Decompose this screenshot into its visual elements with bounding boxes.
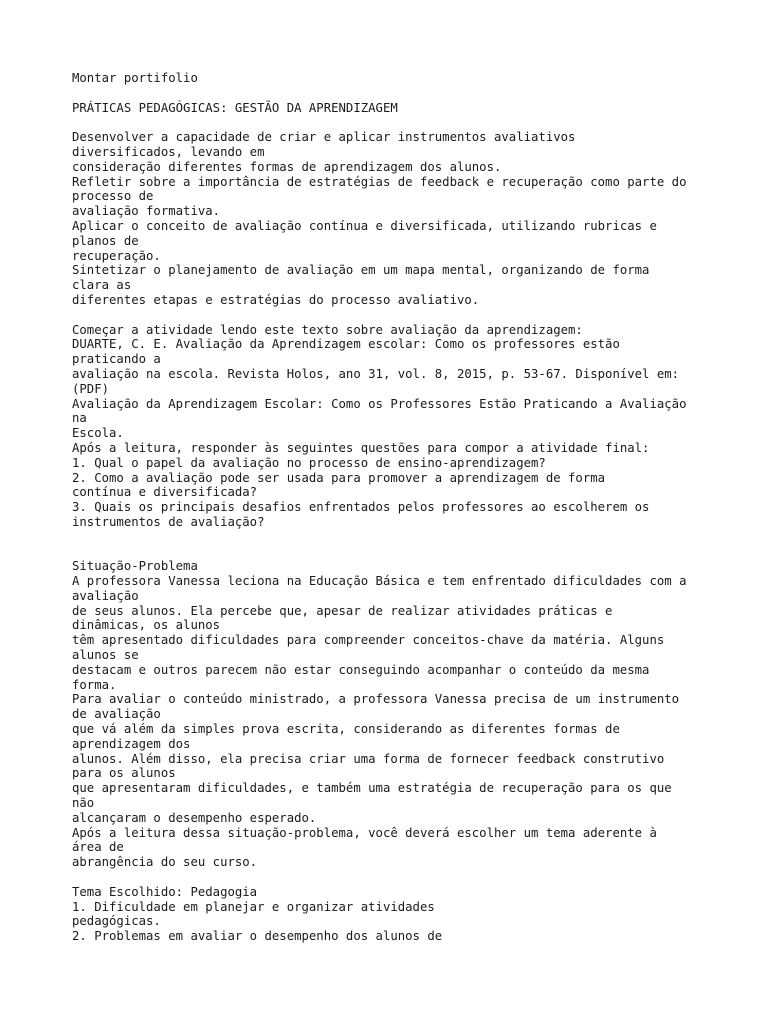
text-line: que apresentaram dificuldades, e também uma estratégia de recuperação para os que: [72, 781, 672, 796]
text-line: aprendizagem dos: [72, 736, 191, 751]
text-line: abrangência do seu curso.: [72, 855, 258, 870]
text-line: diferentes etapas e estratégias do processo avaliativo.: [72, 292, 480, 307]
text-line: Sintetizar o planejamento de avaliação em um mapa mental, organizando de forma: [72, 263, 650, 278]
text-line: Após a leitura, responder às seguintes questões para compor a atividade final:: [72, 440, 650, 455]
text-line: Escola.: [72, 426, 124, 441]
text-line: DUARTE, C. E. Avaliação da Aprendizagem escolar: Como os professores estão: [72, 337, 620, 352]
text-line: que vá além da simples prova escrita, considerando as diferentes formas de: [72, 722, 620, 737]
text-line: [72, 86, 712, 101]
text-line: PRÁTICAS PEDAGÓGICAS: GESTÃO DA APRENDIZAGEM: [72, 100, 398, 115]
text-line: de seus alunos. Ela percebe que, apesar de realizar atividades práticas e: [72, 603, 613, 618]
text-line: planos de: [72, 233, 139, 248]
text-line: alcançaram o desempenho esperado.: [72, 810, 317, 825]
text-line: avaliação formativa.: [72, 204, 221, 219]
text-line: [72, 870, 712, 885]
text-line: Montar portifolio: [72, 71, 198, 85]
text-line: instrumentos de avaliação?: [72, 514, 265, 529]
text-line: na: [72, 411, 87, 426]
text-line: Desenvolver a capacidade de criar e aplicar instrumentos avaliativos: [72, 130, 576, 145]
text-line: Refletir sobre a importância de estratégias de feedback e recuperação como parte do: [72, 174, 687, 189]
text-line: 1. Dificuldade em planejar e organizar atividades: [72, 899, 435, 914]
text-line: alunos se: [72, 648, 139, 663]
text-line: 1. Qual o papel da avaliação no processo de ensino-aprendizagem?: [72, 455, 546, 470]
text-line: processo de: [72, 189, 154, 204]
text-line: Aplicar o conceito de avaliação contínua e diversificada, utilizando rubricas e: [72, 218, 657, 233]
document-body: [72, 71, 712, 944]
text-line: 3. Quais os principais desafios enfrentados pelos professores ao escolherem os: [72, 500, 650, 515]
text-line: forma.: [72, 677, 117, 692]
text-line: [72, 308, 712, 323]
text-line: Tema Escolhido: Pedagogia: [72, 884, 258, 899]
text-line: 2. Problemas em avaliar o desempenho dos alunos de: [72, 929, 443, 944]
text-line: têm apresentado dificuldades para compreender conceitos-chave da matéria. Alguns: [72, 633, 665, 648]
text-line: avaliação: [72, 588, 139, 603]
text-line: 2. Como a avaliação pode ser usada para promover a aprendizagem de forma: [72, 470, 606, 485]
text-line: dinâmicas, os alunos: [72, 618, 221, 633]
text-line: para os alunos: [72, 766, 176, 781]
text-line: não: [72, 796, 95, 811]
text-line: contínua e diversificada?: [72, 485, 258, 500]
text-line: alunos. Além disso, ela precisa criar uma forma de fornecer feedback construtivo: [72, 751, 665, 766]
text-line: destacam e outros parecem não estar conseguindo acompanhar o conteúdo da mesma: [72, 662, 650, 677]
text-line: recuperação.: [72, 248, 161, 263]
text-line: pedagógicas.: [72, 914, 161, 929]
text-line: de avaliação: [72, 707, 161, 722]
text-line: [72, 115, 712, 130]
text-line: [72, 545, 712, 560]
text-line: consideração diferentes formas de aprendizagem dos alunos.: [72, 159, 502, 174]
text-line: diversificados, levando em: [72, 144, 265, 159]
text-line: A professora Vanessa leciona na Educação Básica e tem enfrentado dificuldades com a: [72, 574, 687, 589]
text-line: clara as: [72, 278, 132, 293]
text-line: (PDF): [72, 381, 110, 396]
text-line: Começar a atividade lendo este texto sobre avaliação da aprendizagem:: [72, 322, 583, 337]
text-line: área de: [72, 840, 124, 855]
text-line: avaliação na escola. Revista Holos, ano 31, vol. 8, 2015, p. 53-67. Disponível em:: [72, 366, 680, 381]
text-line: [72, 530, 712, 545]
text-line: Para avaliar o conteúdo ministrado, a professora Vanessa precisa de um instrumento: [72, 692, 680, 707]
text-line: praticando a: [72, 352, 161, 367]
text-line: Após a leitura dessa situação-problema, você deverá escolher um tema aderente à: [72, 825, 657, 840]
text-line: Situação-Problema: [72, 559, 198, 574]
text-line: Avaliação da Aprendizagem Escolar: Como os Professores Estão Praticando a Avaliação: [72, 396, 687, 411]
